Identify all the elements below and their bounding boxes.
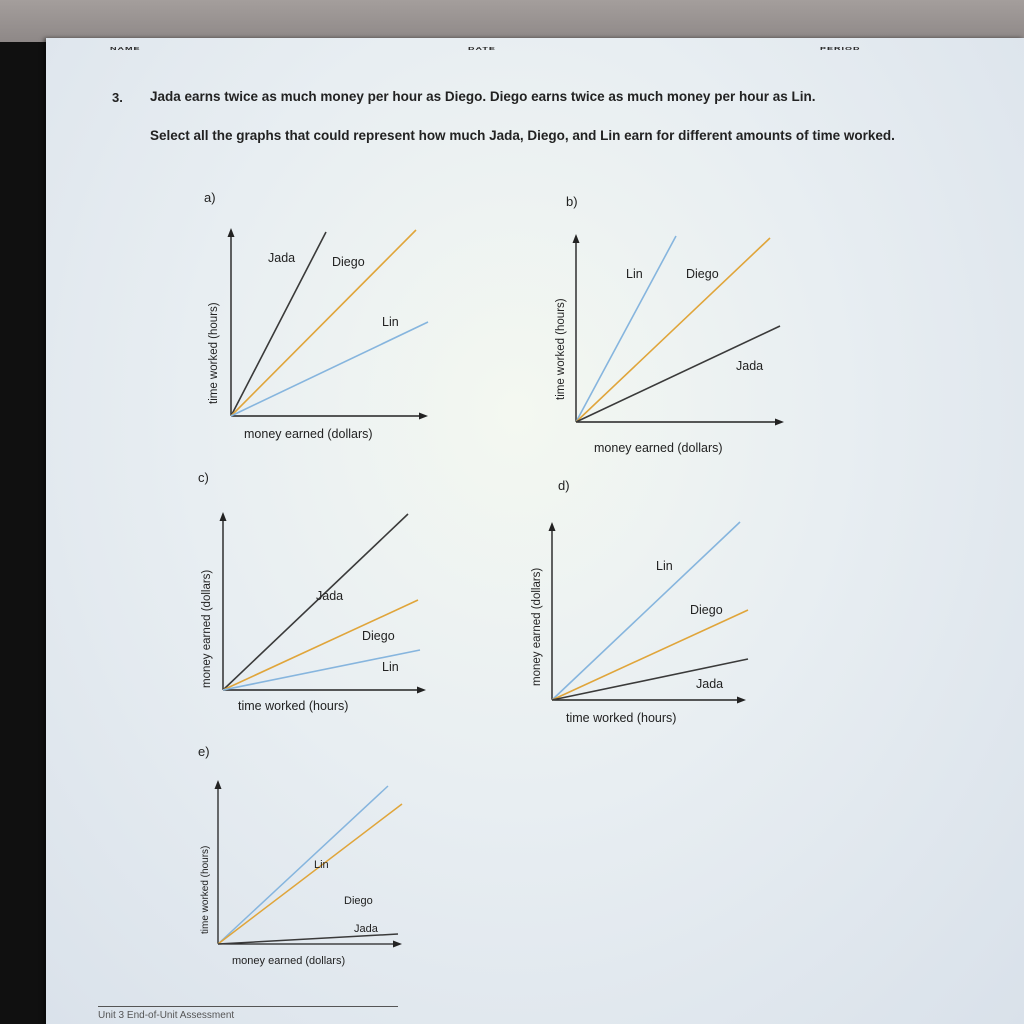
series-label-lin: Lin <box>314 859 329 871</box>
x-axis-label: money earned (dollars) <box>232 955 346 967</box>
y-axis-arrow <box>549 522 556 531</box>
series-label-jada: Jada <box>736 359 764 373</box>
y-axis-arrow <box>215 780 222 789</box>
footer-text: Unit 3 End-of-Unit Assessment <box>98 1010 235 1021</box>
x-axis-label: money earned (dollars) <box>244 427 373 441</box>
x-axis-arrow <box>737 697 746 704</box>
y-axis-label: money earned (dollars) <box>201 569 213 688</box>
date-header: DATE <box>468 46 496 51</box>
y-axis-arrow <box>220 512 227 521</box>
lin-line <box>231 322 428 416</box>
option-c-lin-label: Lin <box>382 660 399 674</box>
series-label-lin: Lin <box>382 315 399 329</box>
name-header: NAME <box>110 46 141 51</box>
option-d-label[interactable]: d) <box>558 478 570 493</box>
graph-b[interactable] <box>540 224 800 464</box>
worksheet-page <box>46 38 1024 1024</box>
series-label-jada: Jada <box>268 251 296 265</box>
x-axis-label: time worked (hours) <box>566 711 677 725</box>
graph-a[interactable] <box>196 218 446 458</box>
graph-c[interactable] <box>190 504 440 724</box>
series-label-diego: Diego <box>332 255 365 269</box>
x-axis-label: money earned (dollars) <box>594 441 723 455</box>
top-bar <box>0 0 1024 42</box>
x-axis-arrow <box>393 941 402 948</box>
x-axis-arrow <box>419 413 428 420</box>
period-header: PERIOD <box>820 46 861 51</box>
x-axis-arrow <box>417 687 426 694</box>
option-c-label[interactable]: c) <box>198 470 209 485</box>
lin-line <box>576 236 676 422</box>
y-axis-label: time worked (hours) <box>555 298 567 400</box>
y-axis-label: money earned (dollars) <box>531 567 543 686</box>
question-number: 3. <box>112 90 123 105</box>
series-label-jada: Jada <box>696 677 724 691</box>
y-axis-label: time worked (hours) <box>200 845 211 934</box>
x-axis-label: time worked (hours) <box>238 699 349 713</box>
series-label-jada: Jada <box>354 923 378 935</box>
diego-line <box>223 600 418 690</box>
graph-d[interactable] <box>530 514 790 744</box>
diego-line <box>576 238 770 422</box>
jada-line <box>576 326 780 422</box>
jada-line <box>218 934 398 944</box>
series-label-diego: Diego <box>344 895 373 907</box>
option-a-label[interactable]: a) <box>204 190 216 205</box>
option-b-label[interactable]: b) <box>566 194 578 209</box>
option-e-label[interactable]: e) <box>198 744 210 759</box>
question-text: Jada earns twice as much money per hour as Diego. Diego earns twice as much money per hour as Lin. <box>150 89 816 104</box>
series-label-lin: Lin <box>656 559 673 573</box>
y-axis-label: time worked (hours) <box>208 302 220 404</box>
series-label-lin: Lin <box>626 267 643 281</box>
series-label-diego: Diego <box>686 267 719 281</box>
series-label-diego: Diego <box>690 603 723 617</box>
y-axis-arrow <box>573 234 580 243</box>
x-axis-arrow <box>775 419 784 426</box>
lin-line <box>218 786 388 944</box>
question-instruction: Select all the graphs that could represent how much Jada, Diego, and Lin earn for different amounts of time worked. <box>150 128 895 143</box>
graph-e[interactable] <box>192 774 432 974</box>
series-label-diego: Diego <box>362 629 395 643</box>
footer-rule <box>98 1006 398 1007</box>
y-axis-arrow <box>228 228 235 237</box>
series-label-jada: Jada <box>316 589 344 603</box>
screen-bezel <box>0 42 48 1024</box>
